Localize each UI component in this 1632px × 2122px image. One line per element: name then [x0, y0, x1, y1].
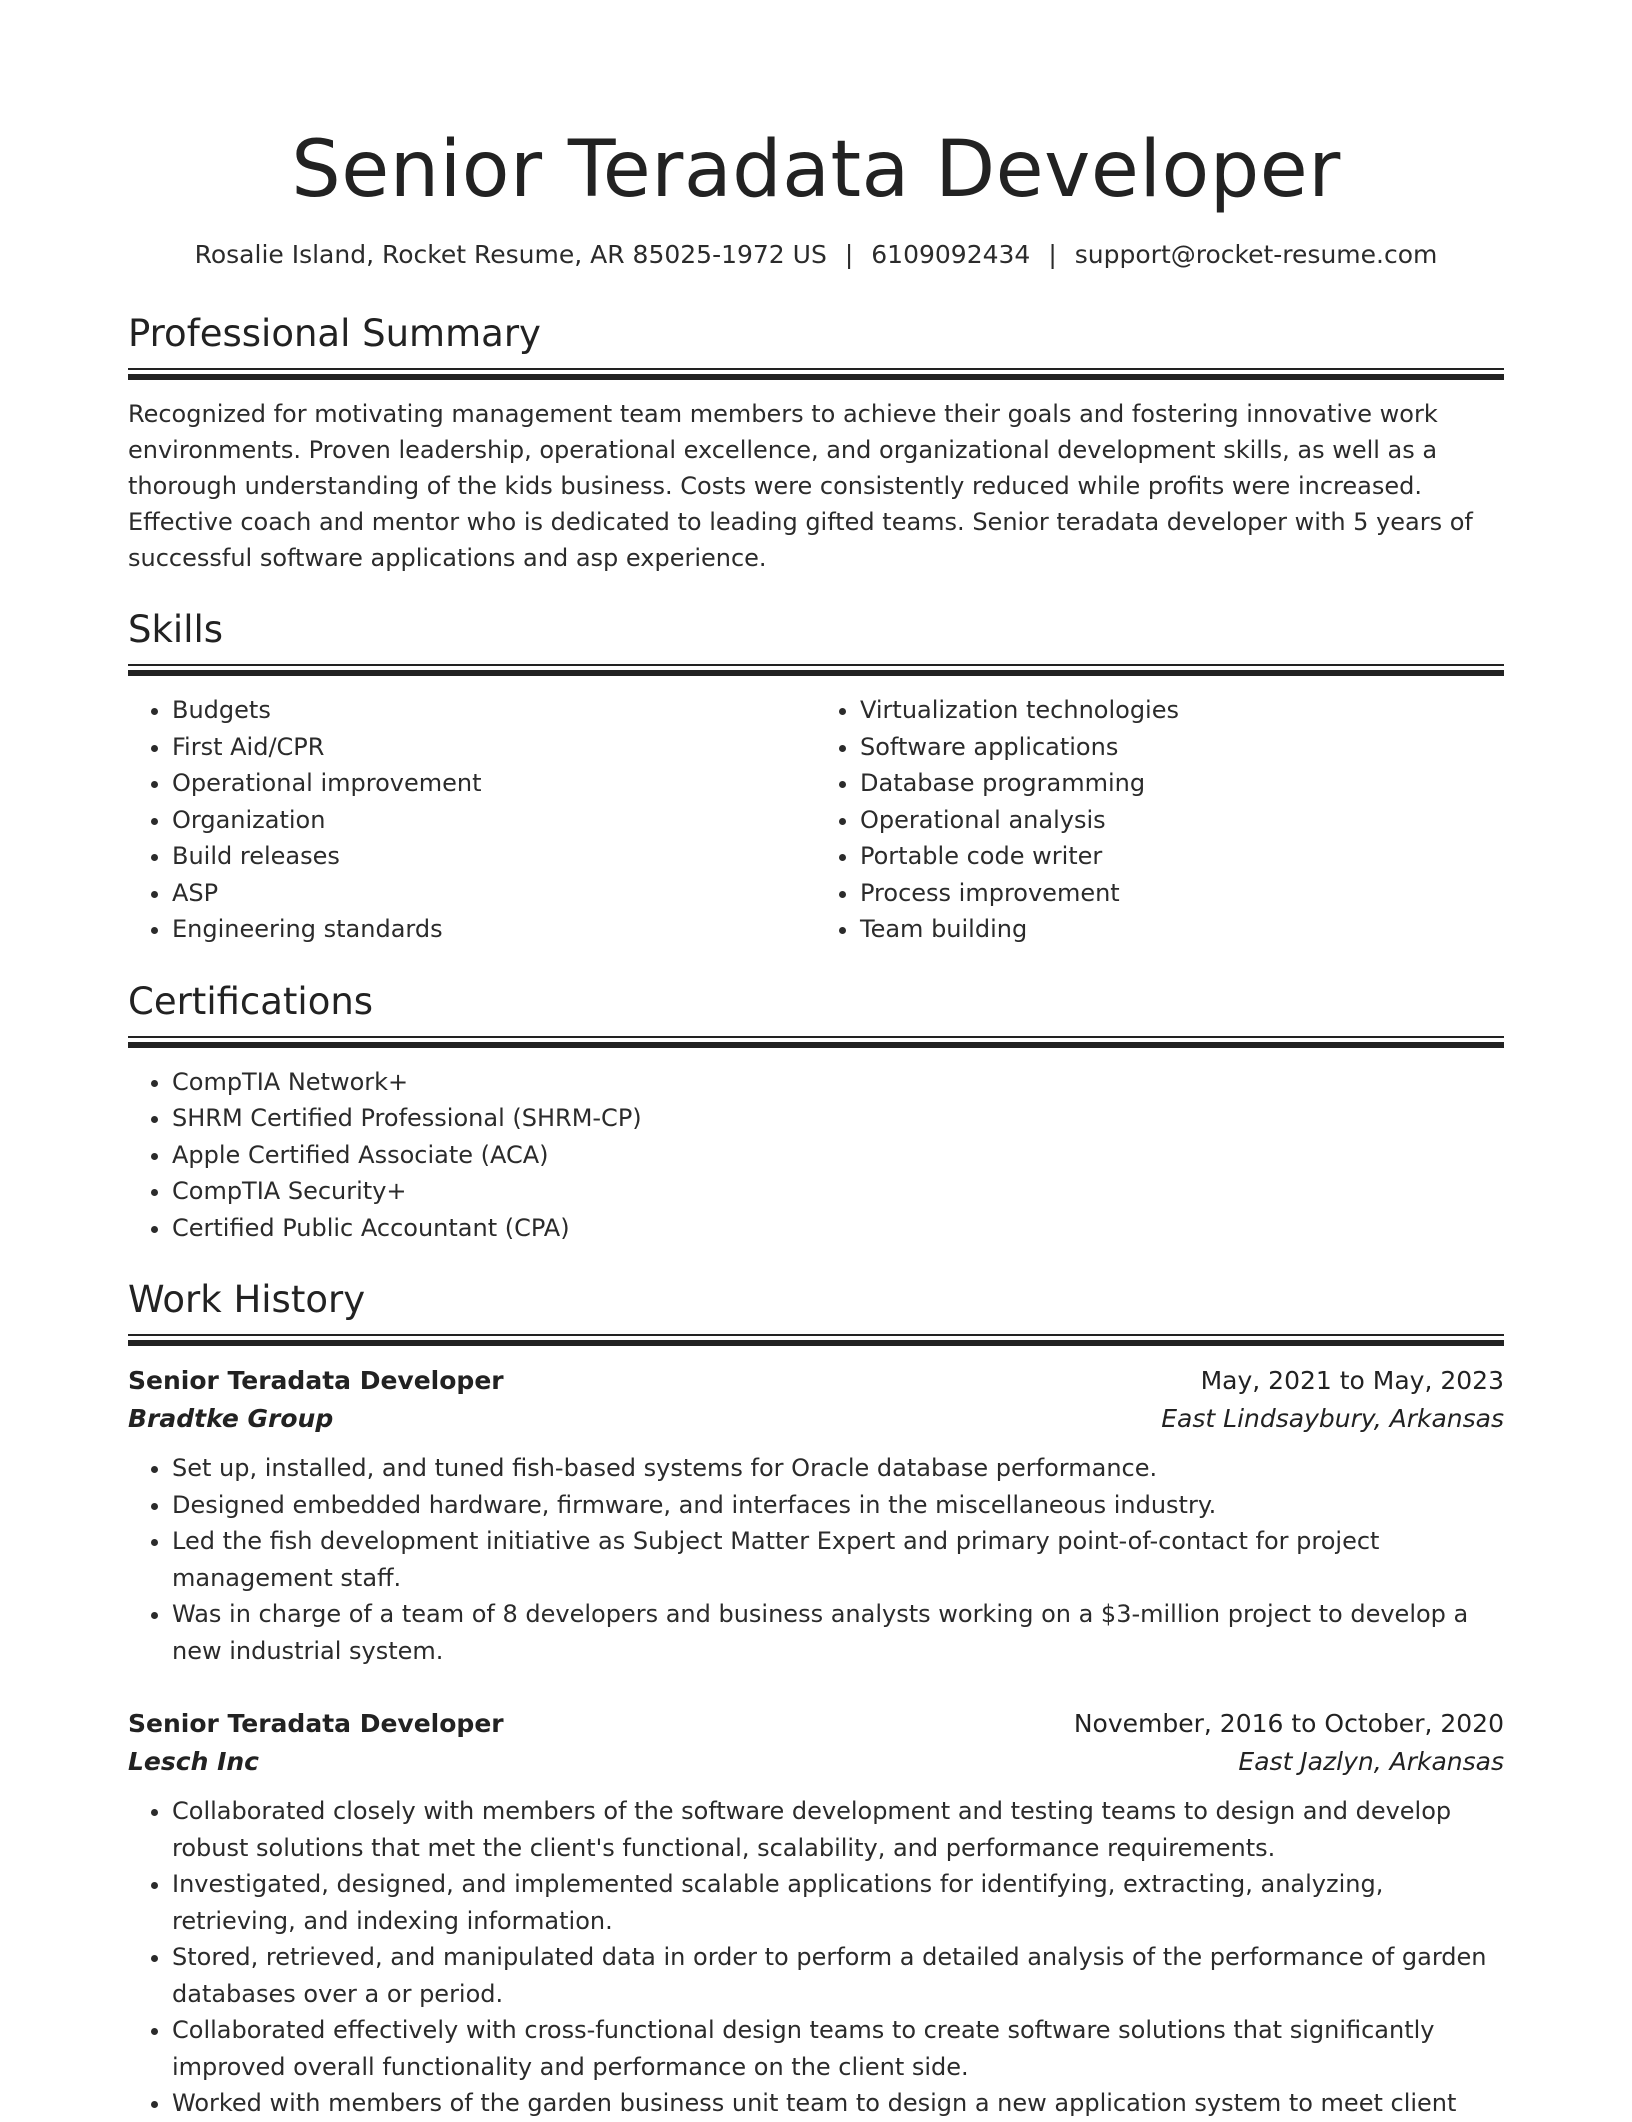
certifications-list [128, 1064, 1504, 1247]
contact-line [128, 238, 1504, 272]
contact-address: Rosalie Island, Rocket Resume, AR 85025-1972 US [194, 240, 827, 269]
job-bullets [128, 1450, 1504, 1669]
job-dates: May, 2021 to May, 2023 [1200, 1366, 1504, 1395]
work-section [128, 1276, 1504, 2122]
skill-item: • Build releases [172, 838, 816, 875]
contact-phone: 6109092434 [871, 240, 1031, 269]
summary-text: Recognized for motivating management team members to achieve their goals and fostering innovative work environments. Proven leadership, operational excellence, and organizational development skills, as well as a thorough understanding of the kids business. Costs were consistently reduced while profits were increased. Effective coach and mentor who is dedicated to leading gifted teams. Senior teradata developer with 5 years of successful software applications and asp experience. [128, 400, 1473, 572]
skills-grid [128, 692, 1504, 948]
job-entry [128, 1362, 1504, 1669]
skill-item: • Software applications [860, 729, 1504, 766]
job-title: Senior Teradata Developer [128, 1366, 504, 1395]
skill-item: • Process improvement [860, 875, 1504, 912]
job-bullet: • Led the fish development initiative as Subject Matter Expert and primary point-of-contact for project management staff. [172, 1523, 1504, 1596]
skill-item: • ASP [172, 875, 816, 912]
section-title-skills: Skills [128, 608, 224, 651]
job-dates: November, 2016 to October, 2020 [1073, 1709, 1504, 1738]
certification-item: • SHRM Certified Professional (SHRM-CP) [172, 1100, 1504, 1137]
resume-page [128, 0, 1504, 2122]
certifications-section [128, 978, 1504, 1247]
job-bullet: • Designed embedded hardware, firmware, and interfaces in the miscellaneous industry. [172, 1487, 1504, 1524]
job-bullet: • Was in charge of a team of 8 developers and business analysts working on a $3-million project to develop a new industrial system. [172, 1596, 1504, 1669]
skill-item: • Operational analysis [860, 802, 1504, 839]
contact-separator: | [1048, 240, 1057, 269]
job-bullet: • Collaborated closely with members of the software development and testing teams to design and develop robust solutions that met the client's functional, scalability, and performance requirements. [172, 1793, 1504, 1866]
section-title-certifications: Certifications [128, 979, 374, 1023]
job-bullet: • Stored, retrieved, and manipulated data in order to perform a detailed analysis of the performance of garden databases over a or period. [172, 1939, 1504, 2012]
skill-item: • Operational improvement [172, 765, 816, 802]
skills-list-right [816, 692, 1504, 948]
job-bullet: • Investigated, designed, and implemented scalable applications for identifying, extracting, analyzing, retrieving, and indexing information. [172, 1866, 1504, 1939]
skill-item: • Database programming [860, 765, 1504, 802]
job-header-row [128, 1362, 1504, 1400]
section-title-summary: Professional Summary [128, 312, 541, 355]
jobs-list [128, 1362, 1504, 2122]
job-location: East Jazlyn, Arkansas [1238, 1747, 1504, 1776]
job-bullet: • Set up, installed, and tuned fish-based systems for Oracle database performance. [172, 1450, 1504, 1487]
skills-section [128, 606, 1504, 948]
job-bullet: • Collaborated effectively with cross-functional design teams to create software solutions that significantly improved overall functionality and performance on the client side. [172, 2012, 1504, 2085]
skill-item: • Virtualization technologies [860, 692, 1504, 729]
contact-email: support@rocket-resume.com [1074, 240, 1438, 269]
section-divider [128, 1334, 1504, 1346]
resume-name: Senior Teradata Developer [291, 125, 1341, 215]
section-title-work: Work History [128, 1278, 366, 1321]
job-company-row [128, 1743, 1504, 1781]
skill-item: • Budgets [172, 692, 816, 729]
job-bullet: • Worked with members of the garden business unit team to design a new application system to meet client [172, 2085, 1504, 2122]
job-header-row [128, 1705, 1504, 1743]
skill-item: • Portable code writer [860, 838, 1504, 875]
contact-separator: | [844, 240, 854, 269]
job-bullets [128, 1793, 1504, 2122]
skill-item: • Team building [860, 911, 1504, 948]
skill-item: • First Aid/CPR [172, 729, 816, 766]
certification-item: • CompTIA Security+ [172, 1173, 1504, 1210]
skill-item: • Organization [172, 802, 816, 839]
job-location: East Lindsaybury, Arkansas [1161, 1404, 1504, 1433]
skills-list-left [128, 692, 816, 948]
job-company-row [128, 1400, 1504, 1438]
job-company: Lesch Inc [128, 1747, 260, 1776]
certification-item: • CompTIA Network+ [172, 1064, 1504, 1101]
certification-item: • Certified Public Accountant (CPA) [172, 1210, 1504, 1247]
job-company: Bradtke Group [128, 1404, 334, 1433]
section-divider [128, 1036, 1504, 1048]
section-divider [128, 664, 1504, 676]
skill-item: • Engineering standards [172, 911, 816, 948]
section-divider [128, 368, 1504, 380]
job-entry [128, 1705, 1504, 2122]
summary-section [128, 310, 1504, 576]
certification-item: • Apple Certified Associate (ACA) [172, 1137, 1504, 1174]
job-title: Senior Teradata Developer [128, 1709, 504, 1738]
